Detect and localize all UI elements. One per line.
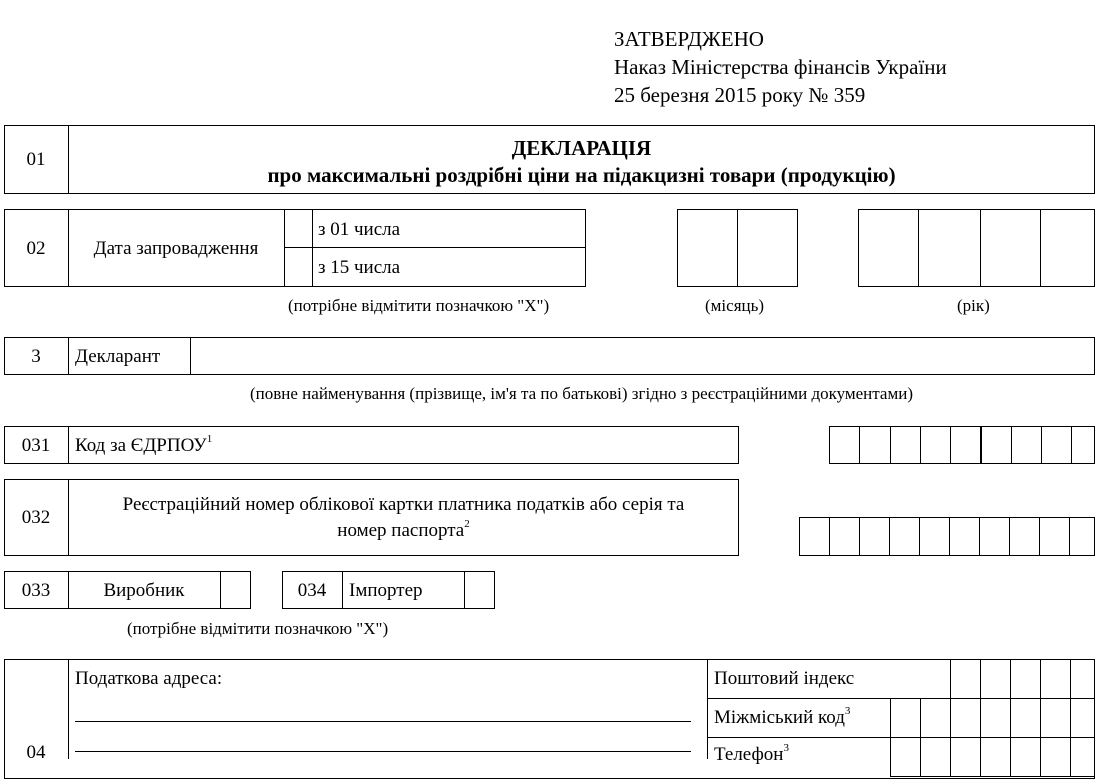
declarant-hint: (повне найменування (прізвище, ім'я та по батькові) згідно з реєстраційними документами) [250, 384, 913, 403]
edrpou-digit-7[interactable] [1011, 426, 1042, 464]
approval-line-2: Наказ Міністерства фінансів України [614, 55, 947, 79]
reg-number-digit-1[interactable] [799, 517, 830, 556]
postal-code-digit-3[interactable] [1010, 659, 1041, 699]
postal-code-digit-4[interactable] [1040, 659, 1071, 699]
edrpou-digit-5[interactable] [950, 426, 981, 464]
reg-number-digit-9[interactable] [1039, 517, 1070, 556]
importer-code: 034 [297, 580, 327, 601]
option-15th-label: з 15 числа [318, 257, 401, 278]
producer-importer-hint: (потрібне відмітити позначкою "Х") [127, 619, 389, 638]
phone-digit-1[interactable] [890, 737, 921, 777]
year-digit-1[interactable] [858, 209, 919, 287]
reg-number-digit-3[interactable] [859, 517, 890, 556]
month-caption: (місяць) [705, 296, 765, 315]
edrpou-code: 031 [21, 435, 51, 456]
declarant-label: Декларант [75, 346, 161, 367]
postal-code-digit-1[interactable] [950, 659, 981, 699]
year-digit-2[interactable] [918, 209, 981, 287]
phone-digit-5[interactable] [1010, 737, 1041, 777]
intercity-code-digit-7[interactable] [1070, 698, 1095, 738]
importer-checkbox[interactable] [465, 572, 494, 608]
postal-code-digit-5[interactable] [1070, 659, 1095, 699]
edrpou-digit-9[interactable] [1071, 426, 1095, 464]
year-digit-4[interactable] [1040, 209, 1095, 287]
intercity-code-digit-1[interactable] [890, 698, 921, 738]
approval-line-3: 25 березня 2015 року № 359 [614, 83, 866, 107]
year-caption: (рік) [957, 296, 990, 315]
intro-date-code: 02 [26, 238, 46, 259]
address-label: Податкова адреса: [75, 668, 223, 689]
reg-number-row [4, 479, 739, 556]
edrpou-label: Код за ЄДРПОУ$^1$ [75, 432, 213, 456]
postal-code-digit-2[interactable] [980, 659, 1011, 699]
producer-checkbox[interactable] [221, 572, 250, 608]
phone-digit-7[interactable] [1070, 737, 1095, 777]
intro-date-hint: (потрібне відмітити позначкою "Х") [288, 296, 550, 315]
importer-label: Імпортер [349, 580, 423, 601]
intercity-code-digit-2[interactable] [920, 698, 951, 738]
edrpou-digit-2[interactable] [859, 426, 890, 464]
year-digit-3[interactable] [980, 209, 1041, 287]
intro-date-label: Дата запровадження [93, 238, 259, 259]
producer-label: Виробник [103, 580, 185, 601]
phone-digit-3[interactable] [950, 737, 981, 777]
phone-digit-6[interactable] [1040, 737, 1071, 777]
edrpou-digit-6[interactable] [981, 426, 1012, 464]
reg-number-code: 032 [21, 507, 51, 528]
approval-line-1: ЗАТВЕРДЖЕНО [614, 27, 764, 51]
reg-number-digit-2[interactable] [829, 517, 860, 556]
phone-label: Телефон$^3$ [714, 741, 789, 765]
intercity-code-label: Міжміський код$^3$ [714, 704, 851, 728]
reg-number-digit-5[interactable] [919, 517, 950, 556]
declarant-name-field[interactable] [191, 338, 1094, 374]
reg-number-label-line-2: номер паспорта$^2$ [337, 517, 470, 541]
address-line-2[interactable] [75, 751, 691, 752]
address-code: 04 [26, 742, 46, 763]
phone-digit-4[interactable] [980, 737, 1011, 777]
reg-number-label-line-1: Реєстраційний номер облікової картки платника податків або серія та [122, 494, 685, 515]
phone-digit-2[interactable] [920, 737, 951, 777]
form-subtitle: про максимальні роздрібні ціни на підакцизні товари (продукцію) [267, 163, 896, 187]
reg-number-digit-8[interactable] [1009, 517, 1040, 556]
month-digit-2[interactable] [737, 209, 798, 287]
intercity-code-digit-3[interactable] [950, 698, 981, 738]
reg-number-digit-10[interactable] [1069, 517, 1095, 556]
address-line-1[interactable] [75, 721, 691, 722]
edrpou-digit-3[interactable] [890, 426, 921, 464]
edrpou-digit-1[interactable] [829, 426, 860, 464]
reg-number-digit-7[interactable] [979, 517, 1010, 556]
intercity-code-digit-6[interactable] [1040, 698, 1071, 738]
form-title: ДЕКЛАРАЦІЯ [511, 136, 652, 160]
edrpou-digit-8[interactable] [1041, 426, 1072, 464]
option-1st-checkbox[interactable] [285, 210, 312, 247]
option-1st-label: з 01 числа [318, 219, 401, 240]
reg-number-digit-6[interactable] [949, 517, 980, 556]
edrpou-digit-4[interactable] [920, 426, 951, 464]
reg-number-digit-4[interactable] [889, 517, 920, 556]
producer-code: 033 [21, 580, 51, 601]
intercity-code-digit-4[interactable] [980, 698, 1011, 738]
option-15th-checkbox[interactable] [285, 248, 312, 286]
title-code: 01 [26, 149, 46, 170]
declarant-code: 3 [31, 346, 41, 367]
postal-code-label: Поштовий індекс [714, 668, 855, 689]
month-digit-1[interactable] [677, 209, 738, 287]
intercity-code-digit-5[interactable] [1010, 698, 1041, 738]
